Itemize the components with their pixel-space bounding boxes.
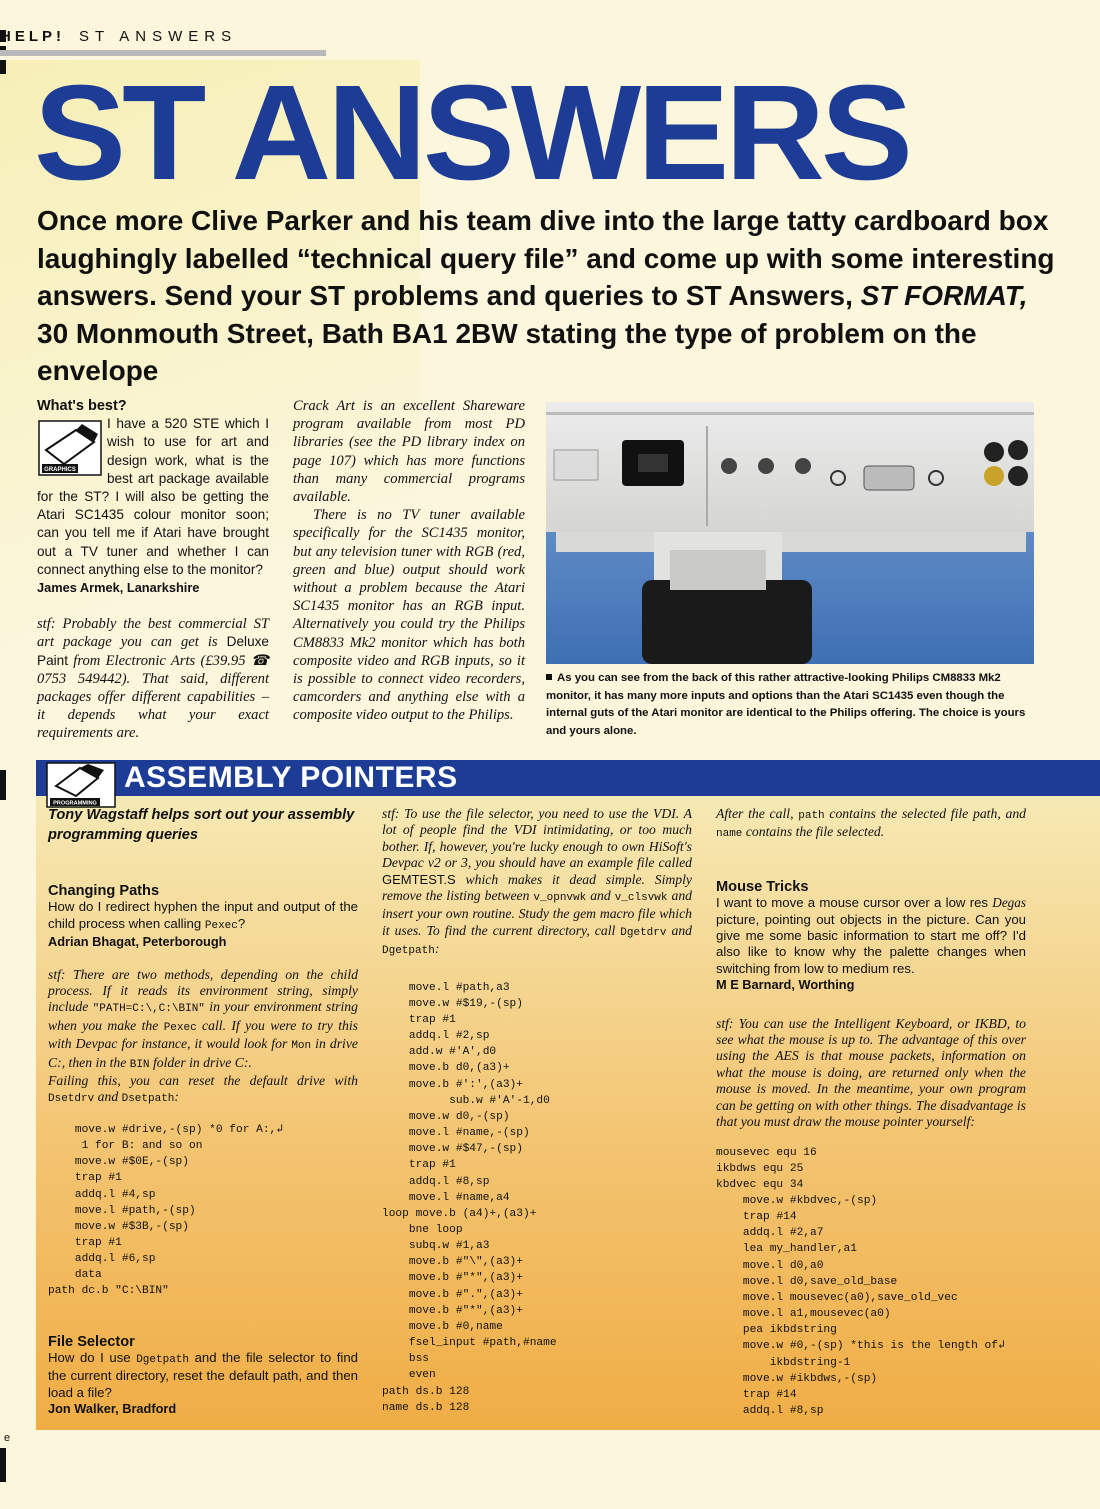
- magazine-name: ST FORMAT,: [860, 280, 1028, 311]
- running-header: [0, 28, 330, 50]
- mouse-tricks-question: I want to move a mouse cursor over a low res Degas picture, pointing out objects in the picture. Can you give me some basic information to start me off? I'd also like to know why the palette changes when switching from low to medium res.: [716, 895, 1026, 976]
- file-selector-heading: File Selector: [48, 1333, 135, 1350]
- changing-paths-code: move.w #drive,-(sp) *0 for A:,↲ 1 for B: and so on move.w #$0E,-(sp) trap #1 addq.l #4,sp move.l #path,-(sp) move.w #$3B,-(sp) trap #1 addq.l #6,sp data path dc.b "C:\BIN": [48, 1123, 283, 1298]
- assembly-column-3: [716, 806, 1026, 1419]
- file-selector-answer: stf: To use the file selector, you need to use the VDI. A lot of people find the VDI intimidating, or too much bother. If, however, you're lucky enough to own HiSoft's Devpac v2 or 3, you should have an example file called GEMTEST.S which makes it dead simple. Simply remove the listing between v_opnvwk and v_clsvwk and insert your own routine. Study the gem macro file which it uses. To find the current directory, call Dgetdrv and Dgetpath:: [382, 806, 693, 958]
- changing-paths-heading: Changing Paths: [48, 883, 160, 899]
- standfirst-text: Once more Clive Parker and his team dive into the large tatty cardboard box laughingly labelled “technical query file” and come up with some interesting answers. Send your ST problems and queries to ST Answers,: [37, 205, 1055, 311]
- whats-best-answer-2: There is no TV tuner available specifically for the SC1435 monitor, but any television tuner with RGB (red, green and blue) output should work without a problem because the Atari SC1435 monitor has an RGB input. Alternatively you could try the Philips CM8833 Mk2 monitor which has both composite video and RGB inputs, so it is possible to connect video recorders, camcorders and anything else with a composite video output to the Philips.: [293, 507, 525, 724]
- edge-mark: [0, 770, 6, 800]
- assembly-standfirst: Tony Wagstaff helps sort out your assembly programming queries: [48, 807, 355, 843]
- changing-paths-question: How do I redirect hyphen the input and output of the child process when calling Pexec?: [48, 899, 358, 932]
- mouse-tricks-heading: Mouse Tricks: [716, 878, 809, 895]
- whats-best-column-2: [293, 397, 525, 725]
- header-help: HELP!: [0, 28, 65, 45]
- whats-best-heading: What's best?: [37, 398, 127, 414]
- file-selector-signature: Jon Walker, Bradford: [48, 1401, 177, 1417]
- page-letter: e: [4, 1432, 11, 1444]
- graphics-icon: [38, 420, 102, 476]
- assembly-column-1: [48, 806, 358, 1418]
- mouse-tricks-answer: stf: You can use the Intelligent Keyboard, or IKBD, to see what the mouse is up to. The advantage of this over using the AES is that mouse packets, information on what the mouse is doing, are returned only when the mouse is moved. In the meantime, your own program can be getting on with other things. The disadvantage is that you must draw the mouse pointer yourself:: [716, 1015, 1026, 1130]
- page-title: ST ANSWERS: [34, 57, 909, 209]
- mouse-tricks-signature: M E Barnard, Worthing: [716, 977, 855, 993]
- programming-icon: [46, 762, 116, 808]
- standfirst-text-end: 30 Monmouth Street, Bath BA1 2BW stating the type of problem on the envelope: [37, 317, 977, 386]
- changing-paths-answer: stf: There are two methods, depending on the child process. If it reads its environment string, simply include "PATH=C:\,C:\BIN" in your environment string when you make the Pexec call. If you were to try this with Devpac for instance, it would look for Mon in drive C:, then in the BIN folder in drive C:. Failing this, you can reset the default drive with Dsetdrv and Dsetpath:: [48, 966, 358, 1106]
- assembly-column-2: [382, 806, 692, 1416]
- file-selector-code: move.l #path,a3 move.w #$19,-(sp) trap #1 addq.l #2,sp add.w #'A',d0 move.b d0,(a3)+ move.b #':',(a3)+ sub.w #'A'-1,d0 move.w d0,-(sp) move.l #name,-(sp) move.w #$47,-(sp) trap #1 addq.l #8,sp move.l #name,a4 loop move.b (a4)+,(a3)+ bne loop subq.w #1,a3 move.b #"\",(a3)+ move.b #"*",(a3)+ move.b #".",(a3)+ move.b #"*",(a3)+ move.b #0,name fsel_input #path,#name bss even path ds.b 128 name ds.b 128: [382, 981, 557, 1414]
- edge-mark: [0, 60, 6, 74]
- monitor-photo: [546, 402, 1034, 664]
- graphics-icon-label: GRAPHICS: [44, 467, 76, 473]
- file-selector-question: How do I use Dgetpath and the file selector to find the current directory, reset the default path, and then load a file?: [48, 1350, 358, 1400]
- caption-bullet: [546, 674, 552, 680]
- whats-best-signature: James Armek, Lanarkshire: [37, 580, 200, 596]
- header-section: ST ANSWERS: [79, 28, 238, 45]
- edge-mark: [0, 1448, 6, 1482]
- photo-caption: [546, 670, 1036, 740]
- programming-icon-label: PROGRAMMING: [53, 800, 97, 807]
- mouse-tricks-code: mousevec equ 16 ikbdws equ 25 kbdvec equ 34 move.w #kbdvec,-(sp) trap #14 addq.l #2,a7 lea my_handler,a1 move.l d0,a0 move.l d0,save_old_base move.l mousevec(a0),save_old_vec move.l a1,mousevec(a0) pea ikbdstring move.w #0,-(sp) *this is the length of↲ ikbdstring-1 move.w #ikbdws,-(sp) trap #14 addq.l #8,sp: [716, 1146, 1005, 1417]
- caption-text: As you can see from the back of this rather attractive-looking Philips CM8833 Mk2 monitor, it has many more inputs and options than the Atari SC1435 even though the internal guts of the Atari monitor are identical to the Philips offering. The choice is yours and yours alone.: [546, 672, 1026, 737]
- whats-best-question: I have a 520 STE which I wish to use for art and design work, what is the best art package available for the ST? I will also be getting the Atari SC1435 colour monitor soon; can you tell me if Atari have brought out a TV tuner and whether I can connect anything else to the monitor?: [37, 416, 269, 577]
- header-rule: [0, 50, 326, 56]
- assembly-title: ASSEMBLY POINTERS: [124, 761, 458, 794]
- changing-paths-signature: Adrian Bhagat, Peterborough: [48, 934, 227, 950]
- whats-best-answer-1: stf: Probably the best commercial ST art package you can get is Deluxe Paint from Electronic Arts (£39.95 ☎ 0753 549442). That said, different packages offer different capabilities – it depends what your exact requirements are.: [37, 616, 269, 742]
- whats-best-answer-1-cont: Crack Art is an excellent Shareware program available from most PD libraries (see the PD library index on page 107) which has more functions than many commercial programs available.: [293, 398, 526, 506]
- standfirst: [37, 202, 1057, 390]
- file-selector-after: After the call, path contains the selected file path, and name contains the file selected.: [716, 806, 1027, 841]
